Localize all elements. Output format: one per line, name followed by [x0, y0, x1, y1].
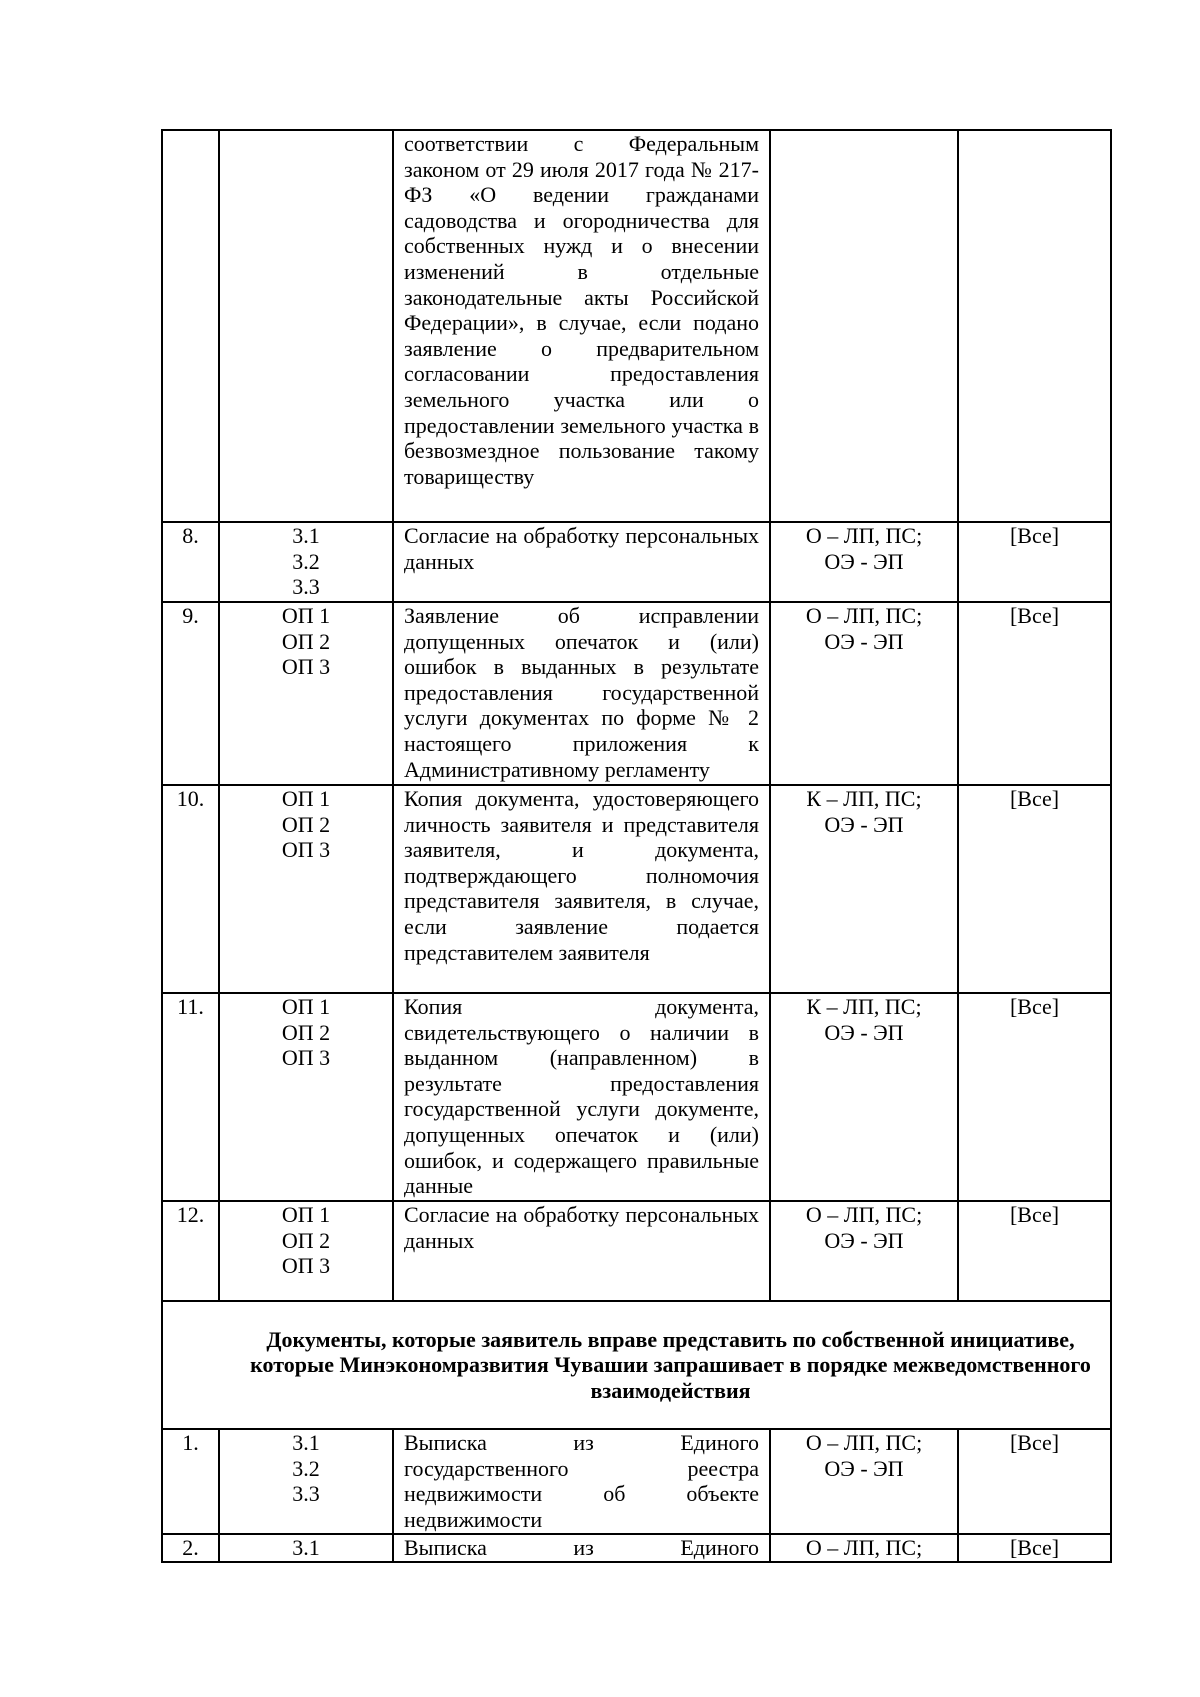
group-code: 3.1: [292, 523, 320, 548]
form-line: ОЭ - ЭП: [824, 1019, 904, 1045]
row-document: Заявление об исправлении допущенных опечаток и (или) ошибок в выданных в результате предоставления государственной услуги документах по форме № 2 настоящего приложения к Административному регламенту: [393, 602, 770, 785]
row-number: 10.: [162, 785, 219, 993]
group-code: ОП 2: [281, 811, 331, 837]
group-code: ОП 1: [281, 603, 331, 628]
form-line: ОЭ - ЭП: [824, 1227, 904, 1253]
table-row: [162, 993, 1111, 1201]
group-code: ОП 3: [281, 654, 331, 680]
form-line: О – ЛП, ПС;: [805, 1535, 923, 1560]
row-category: [Все]: [958, 1201, 1111, 1301]
group-code: ОП 2: [281, 1019, 331, 1045]
row-number: 8.: [162, 522, 219, 602]
row-number: [162, 130, 219, 522]
row-category: [Все]: [958, 785, 1111, 993]
group-code: 3.3: [292, 1481, 320, 1507]
table-row: [162, 130, 1111, 522]
form-line: ОЭ - ЭП: [824, 1455, 904, 1481]
row-document: Копия документа, удостоверяющего личность заявителя и представителя заявителя, и документа, подтверждающего полномочия представителя заявителя, в случае, если заявление подается представителем заявителя: [393, 785, 770, 993]
table-row: [162, 1534, 1111, 1562]
row-form: [770, 1201, 958, 1301]
form-line: О – ЛП, ПС;: [805, 523, 923, 548]
group-code: ОП 1: [281, 786, 331, 811]
row-number: 12.: [162, 1201, 219, 1301]
group-code: ОП 3: [281, 837, 331, 863]
row-form: [770, 1534, 958, 1562]
row-document: Копия документа, свидетельствующего о наличии в выданном (направленном) в результате предоставления государственной услуги документе, допущенных опечаток и (или) ошибок, и содержащего правильные данные: [393, 993, 770, 1201]
form-line: К – ЛП, ПС;: [806, 994, 922, 1019]
table-row: [162, 1429, 1111, 1534]
group-code: ОП 3: [281, 1253, 331, 1279]
row-category: [Все]: [958, 993, 1111, 1201]
row-category: [958, 130, 1111, 522]
group-code: ОП 2: [281, 1227, 331, 1253]
row-groups: [219, 130, 393, 522]
row-groups: [219, 602, 393, 785]
table-row: [162, 522, 1111, 602]
table-row: [162, 602, 1111, 785]
row-groups: [219, 785, 393, 993]
row-category: [Все]: [958, 1429, 1111, 1534]
row-number: 2.: [162, 1534, 219, 1562]
form-line: ОЭ - ЭП: [824, 628, 904, 654]
form-line: О – ЛП, ПС;: [805, 603, 923, 628]
row-document: Согласие на обработку персональных данных: [393, 1201, 770, 1301]
row-document: Согласие на обработку персональных данных: [393, 522, 770, 602]
row-number: 9.: [162, 602, 219, 785]
row-document: соответствии с Федеральным законом от 29 июля 2017 года № 217-ФЗ «О ведении гражданами садоводства и огородничества для собственных нужд и о внесении изменений в отдельные законодательные акты Российской Федерации», в случае, если подано заявление о предварительном согласовании предоставления земельного участка или о предоставлении земельного участка в безвозмездное пользование такому товариществу: [393, 130, 770, 522]
row-form: [770, 602, 958, 785]
row-document: Выписка из Единого: [393, 1534, 770, 1562]
form-line: О – ЛП, ПС;: [805, 1202, 923, 1227]
row-groups: [219, 993, 393, 1201]
row-groups: [219, 522, 393, 602]
row-document: Выписка из Единого государственного реестра недвижимости об объекте недвижимости: [393, 1429, 770, 1534]
table-row: [162, 785, 1111, 993]
form-line: ОЭ - ЭП: [824, 811, 904, 837]
group-code: 3.3: [292, 574, 320, 600]
table-row: [162, 1201, 1111, 1301]
group-code: ОП 1: [281, 994, 331, 1019]
form-line: К – ЛП, ПС;: [806, 786, 922, 811]
row-number: 11.: [162, 993, 219, 1201]
row-category: [Все]: [958, 1534, 1111, 1562]
group-code: ОП 3: [281, 1045, 331, 1071]
row-form: [770, 130, 958, 522]
form-line: ОЭ - ЭП: [824, 548, 904, 574]
group-code: ОП 2: [281, 628, 331, 654]
row-groups: [219, 1201, 393, 1301]
row-form: [770, 522, 958, 602]
form-line: О – ЛП, ПС;: [805, 1430, 923, 1455]
row-form: [770, 993, 958, 1201]
row-category: [Все]: [958, 522, 1111, 602]
group-code: 3.1: [292, 1535, 320, 1560]
row-form: [770, 1429, 958, 1534]
row-category: [Все]: [958, 602, 1111, 785]
group-code: 3.1: [292, 1430, 320, 1455]
row-groups: [219, 1429, 393, 1534]
group-code: ОП 1: [281, 1202, 331, 1227]
group-code: 3.2: [292, 1455, 320, 1481]
group-code: 3.2: [292, 548, 320, 574]
section-heading-row: [162, 1301, 1111, 1429]
section-heading: Документы, которые заявитель вправе представить по собственной инициативе, которые Минэкономразвития Чувашии запрашивает в порядке межведомственного взаимодействия: [162, 1301, 1111, 1429]
row-number: 1.: [162, 1429, 219, 1534]
row-groups: [219, 1534, 393, 1562]
documents-table: [161, 129, 1112, 1563]
row-form: [770, 785, 958, 993]
